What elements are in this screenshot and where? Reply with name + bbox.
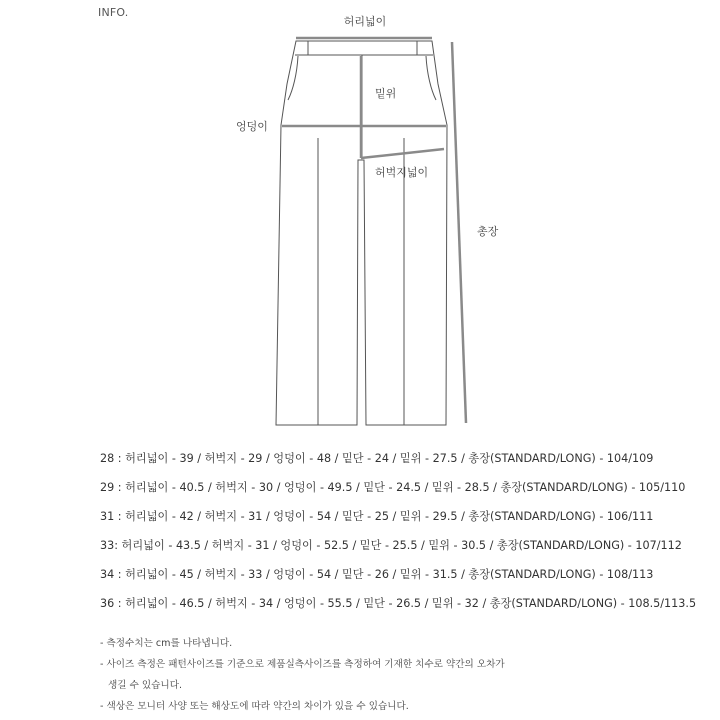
info-title: INFO. <box>98 6 129 19</box>
notes-section <box>100 633 715 717</box>
size-row-31: 31 : 허리넓이 - 42 / 허벅지 - 31 / 엉덩이 - 54 / 밑단 - 25 / 밑위 - 29.5 / 총장(STANDARD/LONG) - 106/111 <box>100 510 654 523</box>
note-measurement-method: - 사이즈 측정은 패턴사이즈를 기준으로 제품실측사이즈를 측정하여 기재한 치수로 약간의 오차가 <box>100 659 505 670</box>
note-measurement-method-cont: 생길 수 있습니다. <box>108 680 183 691</box>
left-pocket-line <box>288 56 298 100</box>
size-row-29: 29 : 허리넓이 - 40.5 / 허벅지 - 30 / 엉덩이 - 49.5 / 밑단 - 24.5 / 밑위 - 28.5 / 총장(STANDARD/LONG) - 105/110 <box>100 481 686 494</box>
thigh-measure-line <box>361 149 444 158</box>
size-row-34: 34 : 허리넓이 - 45 / 허벅지 - 33 / 엉덩이 - 54 / 밑단 - 26 / 밑위 - 31.5 / 총장(STANDARD/LONG) - 108/113 <box>100 568 654 581</box>
right-pocket-line <box>426 56 436 100</box>
measurement-lines <box>282 38 466 423</box>
total-length-measure-line <box>452 42 466 423</box>
size-row-28: 28 : 허리넓이 - 39 / 허벅지 - 29 / 엉덩이 - 48 / 밑단 - 24 / 밑위 - 27.5 / 총장(STANDARD/LONG) - 104/109 <box>100 452 654 465</box>
note-color-difference: - 색상은 모니터 사양 또는 해상도에 따라 약간의 차이가 있을 수 있습니다. <box>100 701 409 712</box>
total-length-label: 총장 <box>477 225 499 238</box>
size-table <box>100 449 715 623</box>
hip-label: 엉덩이 <box>236 120 268 133</box>
note-measurement-unit: - 측정수치는 cm를 나타냅니다. <box>100 638 233 649</box>
waist-label: 허리넓이 <box>343 15 387 28</box>
size-row-33: 33: 허리넓이 - 43.5 / 허벅지 - 31 / 엉덩이 - 52.5 / 밑단 - 25.5 / 밑위 - 30.5 / 총장(STANDARD/LONG) - 107/112 <box>100 539 682 552</box>
thigh-label: 허벅지넓이 <box>375 166 429 179</box>
size-row-36: 36 : 허리넓이 - 46.5 / 허벅지 - 34 / 엉덩이 - 55.5 / 밑단 - 26.5 / 밑위 - 32 / 총장(STANDARD/LONG) - 108.5/113.5 <box>100 597 697 610</box>
rise-label: 밑위 <box>375 87 397 100</box>
